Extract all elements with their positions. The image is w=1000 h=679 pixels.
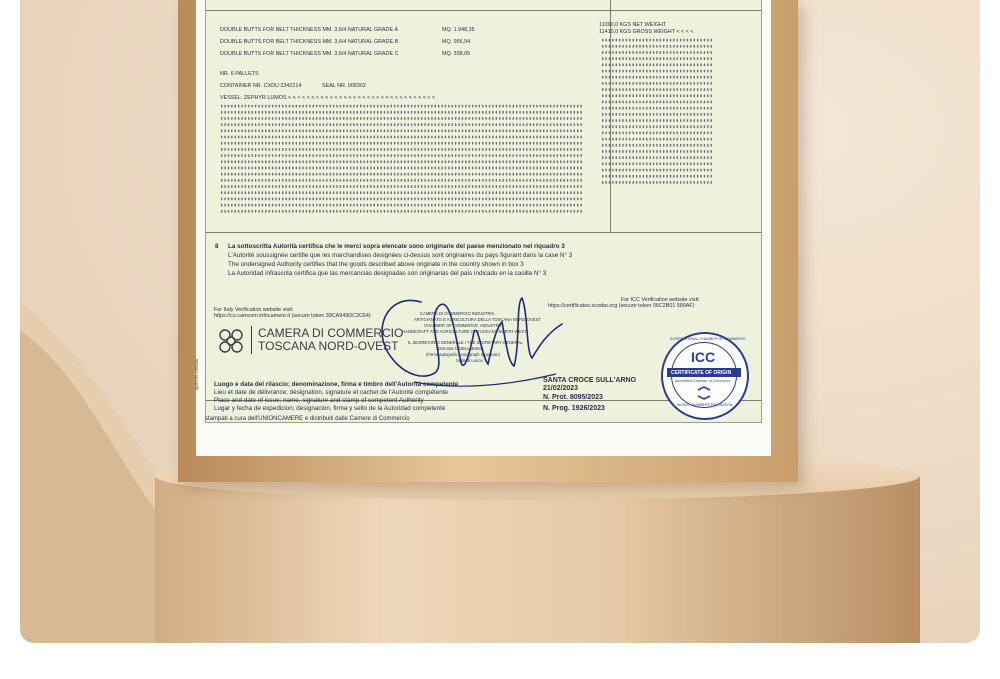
stamp-line-1: CAMERA DI COMMERCIO INDUSTRIA: [420, 311, 495, 316]
certificate-of-origin: [194, 0, 762, 423]
goods-qty-b: MQ. 956,94: [442, 39, 471, 45]
product-scene: [20, 0, 980, 643]
chamber-name-line1: CAMERA DI COMMERCIO: [258, 326, 404, 340]
stamp-line-2: ARTIGIANATO E AGRICOLTURA DELLA TOSCANA NORD-OVEST: [414, 317, 541, 322]
vessel: VESSEL: ZEPHYR LUMOS < < < < < < < < < < < < < < < < < < < < < < < < < < < < < < < <: [220, 95, 436, 101]
footer-en: Place and date of issue; name, signature and stamp of competent Authority: [214, 397, 424, 404]
pedestal-body: [155, 476, 920, 643]
protocol-number: N. Prot. 8095/2023: [543, 394, 603, 401]
stamp-line-7: (Firma autografa / Autograph Signature): [426, 352, 501, 357]
filler-pattern-left: [220, 103, 582, 215]
icc-certificate-stamp: [661, 332, 749, 420]
footer-side-text: QUINTO • ROMA: [194, 358, 199, 390]
footer-es: Lugar y fecha de expedicion; designacion, firma y sello de la Autoridad competente: [214, 405, 446, 412]
declaration-it: La sottoscritta Autorità certifica che le merci sopra elencate sono originarie del paese menzionato nel riquadro 3: [228, 243, 565, 250]
goods-desc-b: DOUBLE BUTTS FOR BELT THICKNESS MM. 3,6/4 NATURAL GRADE B: [220, 39, 399, 45]
goods-desc-c: DOUBLE BUTTS FOR BELT THICKNESS MM. 3,6/4 NATURAL GRADE C: [220, 51, 399, 57]
filler-pattern-right: [601, 37, 713, 187]
issue-place: SANTA CROCE SULL'ARNO: [543, 377, 637, 384]
chamber-knot-icon: [214, 325, 248, 357]
declaration-en: The undersigned Authority certifies that the goods described above originate in the country shown in box 3: [228, 261, 524, 268]
printed-by: stampati a cura dell'UNIONCAMERE e distribuiti dalle Camere di Commercio: [205, 416, 410, 422]
icc-arrows-icon: [695, 386, 713, 400]
icc-bottom-text: WORLD CHAMBERS FEDERATION: [677, 403, 733, 407]
icc-sub-text: Accredited Chamber of Commerce: [675, 379, 731, 383]
section-number: 8: [215, 243, 219, 250]
chamber-name-line2: TOSCANA NORD-OVEST: [258, 339, 399, 353]
logo-divider: [251, 326, 252, 354]
pallets: NR. 6 PALLETS: [220, 71, 259, 77]
declaration-es: La Autoridad infrascrita certifica que las mercancias designadas son originarias del país indicado en la casilla N° 3: [228, 270, 547, 277]
icc-logo: ICC: [691, 349, 716, 365]
stamp-line-4: HANDICRAFT AND AGRICULTURE OF TUSCANY NORTH WEST: [402, 329, 527, 334]
declaration-fr: L'Autorité soussignée certifie que les marchandises designées ci-dessus sont originaires du pays figurant dans la case N° 3: [228, 252, 573, 259]
goods-desc-a: DOUBLE BUTTS FOR BELT THICKNESS MM. 3,6/4 NATURAL GRADE A: [220, 27, 398, 33]
stamp-line-6: Dott.ssa Cristina Martelli: [438, 346, 484, 351]
verify-icc-label: For ICC Verification website visit:: [621, 297, 700, 303]
container-number: CONTAINER NR. CXDU 2342214: [220, 83, 302, 89]
top-rule: [206, 10, 761, 11]
icc-ring-text: INTERNATIONAL CHAMBER OF COMMERCE: [670, 337, 746, 341]
stamp-line-5: IL SEGRETARIO GENERALE / THE SECRETARY GENERAL: [408, 340, 523, 345]
gold-frame: [178, 0, 798, 482]
goods-qty-c: MQ. 338,05: [442, 51, 471, 57]
frame-mat: [196, 0, 771, 456]
gross-weight: 11410,0 KGS GROSS WEIGHT < < < <: [599, 29, 694, 35]
net-weight: 11090,0 KGS NET WEIGHT: [599, 22, 667, 28]
icc-banner-text: CERTIFICATE OF ORIGIN: [671, 370, 732, 376]
goods-qty-a: MQ. 1.948,35: [442, 27, 475, 33]
stamp-line-8: Sede di Lucca: [456, 358, 483, 363]
footer-it: Luogo e data del rilascio; denominazione, firma e timbro dell'Autorità competente: [214, 381, 459, 388]
section-rule: [206, 232, 761, 233]
verify-italy-url: https://co.camcom.infocamere.it (secure token 39CA949DC2C64): [214, 313, 371, 319]
verify-icc-url: https://certificates.iccwbo.org (secure token 06C2B01 580AF): [548, 303, 695, 309]
footer-fr: Lieu et date de délivrance; désignation, signature et cachet de l'Autorité compétente: [214, 389, 448, 396]
progressive-number: N. Prog. 1926/2023: [543, 405, 605, 412]
seal-number: SEAL NR. 008302: [322, 83, 366, 89]
issue-date: 21/02/2023: [543, 385, 579, 392]
stamp-line-3: CHAMBER OF COMMERCE, INDUSTRY: [424, 323, 502, 328]
verify-italy-label: For Italy Verification website visit:: [214, 307, 294, 313]
